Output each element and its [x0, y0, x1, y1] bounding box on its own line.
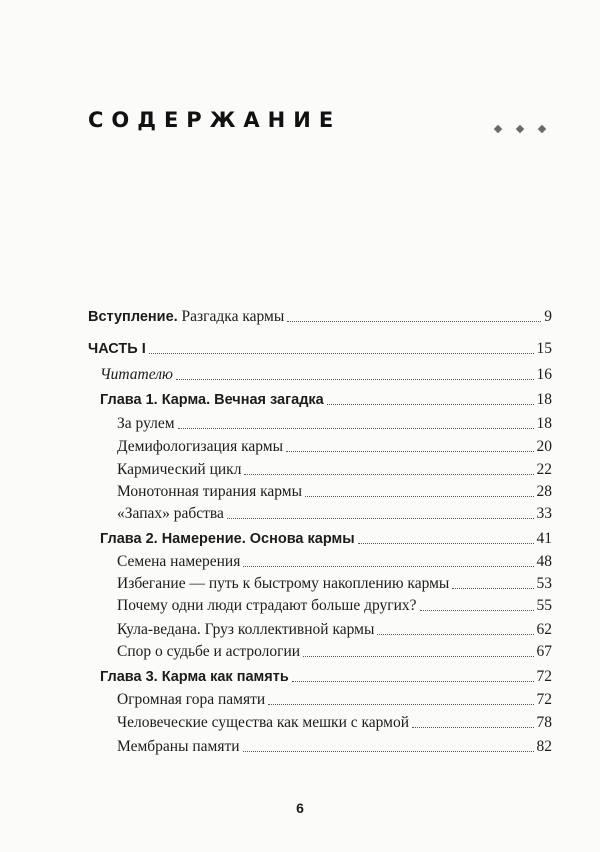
- toc-page-number: 41: [536, 530, 552, 547]
- toc-entry-bold: Глава 1. Карма. Вечная загадка: [100, 392, 324, 408]
- toc-page-number: 20: [536, 438, 552, 455]
- page-number: 6: [296, 800, 304, 816]
- toc-entry[interactable]: [117, 575, 552, 593]
- toc-entry[interactable]: [117, 643, 552, 661]
- dot-leader: [420, 610, 534, 611]
- toc-page-number: 16: [536, 366, 552, 383]
- toc-entry-label: Кула-ведана. Груз коллективной кармы: [117, 621, 375, 638]
- dot-leader: [377, 634, 533, 635]
- diamond-icon: [516, 125, 524, 133]
- dot-leader: [243, 566, 533, 567]
- toc-entry-label: Семена намерения: [117, 553, 241, 570]
- toc-page-number: 67: [536, 643, 552, 660]
- toc-entry-bold: Вступление.: [88, 309, 178, 325]
- toc-entry[interactable]: [117, 438, 552, 456]
- toc-entry[interactable]: [117, 714, 552, 732]
- toc-page-number: 9: [544, 308, 552, 325]
- diamond-icon: [494, 125, 502, 133]
- toc-page-number: 82: [536, 738, 552, 755]
- page-title: СОДЕРЖАНИЕ: [88, 108, 342, 132]
- toc-entry-label: «Запах» рабства: [117, 505, 224, 522]
- dot-leader: [243, 751, 534, 752]
- toc-entry[interactable]: [117, 461, 552, 479]
- toc-entry-label: Огромная гора памяти: [117, 691, 266, 708]
- toc-entry-label: Кармический цикл: [117, 461, 242, 478]
- toc-entry-bold: Глава 3. Карма как память: [100, 669, 289, 685]
- toc-entry-label: Демифологизация кармы: [117, 438, 283, 455]
- toc-entry-label: За рулем: [117, 415, 175, 432]
- toc-entry-label: Спор о судьбе и астрологии: [117, 643, 301, 660]
- toc-page-number: 62: [536, 621, 552, 638]
- diamond-icon: [538, 125, 546, 133]
- dot-leader: [286, 451, 534, 452]
- toc-entry[interactable]: [117, 415, 552, 433]
- dot-leader: [327, 404, 534, 405]
- toc-page-number: 18: [536, 415, 552, 432]
- toc-page-number: 28: [536, 483, 552, 500]
- toc-entry[interactable]: [117, 505, 552, 523]
- dot-leader: [358, 543, 534, 544]
- toc-entry-chapter-1[interactable]: [100, 391, 552, 409]
- toc-entry-bold: Глава 2. Намерение. Основа кармы: [100, 531, 355, 547]
- dot-leader: [292, 681, 534, 682]
- toc-entry-label: Разгадка кармы: [177, 308, 285, 325]
- toc-page-number: 33: [536, 505, 552, 522]
- toc-page-number: 15: [536, 340, 552, 357]
- toc-page-number: 78: [536, 714, 552, 731]
- toc-entry-label: Избегание — путь к быстрому накоплению кармы: [117, 575, 450, 592]
- toc-entry[interactable]: [117, 483, 552, 501]
- toc-page-number: 55: [536, 597, 552, 614]
- dot-leader: [176, 379, 534, 380]
- dot-leader: [149, 353, 534, 354]
- dot-leader: [303, 656, 533, 657]
- toc-entry-chapter-2[interactable]: [100, 530, 552, 548]
- toc-page-number: 72: [536, 691, 552, 708]
- dot-leader: [412, 727, 533, 728]
- toc-entry[interactable]: [117, 691, 552, 709]
- toc-entry-label: Мембраны памяти: [117, 738, 240, 755]
- dot-leader: [268, 704, 533, 705]
- toc-page-number: 22: [536, 461, 552, 478]
- dot-leader: [244, 474, 533, 475]
- toc-page-number: 48: [536, 553, 552, 570]
- dot-leader: [287, 321, 541, 322]
- toc-entry-label: Монотонная тирания кармы: [117, 483, 302, 500]
- toc-entry-label: Человеческие существа как мешки с кармой: [117, 714, 410, 731]
- ornament: [495, 119, 557, 137]
- toc-page-number: 72: [536, 668, 552, 685]
- toc-entry-reader[interactable]: [100, 366, 552, 384]
- dot-leader: [227, 518, 534, 519]
- dot-leader: [305, 496, 534, 497]
- toc-entry[interactable]: [117, 738, 552, 756]
- toc-entry-label: Почему одни люди страдают больше других?: [117, 597, 417, 614]
- toc-page-number: 18: [536, 391, 552, 408]
- toc-entry-part[interactable]: [88, 340, 552, 358]
- dot-leader: [452, 588, 533, 589]
- toc-entry[interactable]: [117, 597, 552, 615]
- toc-entry-intro[interactable]: [88, 308, 552, 326]
- toc-entry[interactable]: [117, 621, 552, 639]
- toc-entry-chapter-3[interactable]: [100, 668, 552, 686]
- toc-entry[interactable]: [117, 553, 552, 571]
- toc-entry-bold: ЧАСТЬ I: [88, 341, 146, 357]
- dot-leader: [178, 428, 534, 429]
- toc-entry-label: Читателю: [100, 366, 173, 383]
- toc-page-number: 53: [536, 575, 552, 592]
